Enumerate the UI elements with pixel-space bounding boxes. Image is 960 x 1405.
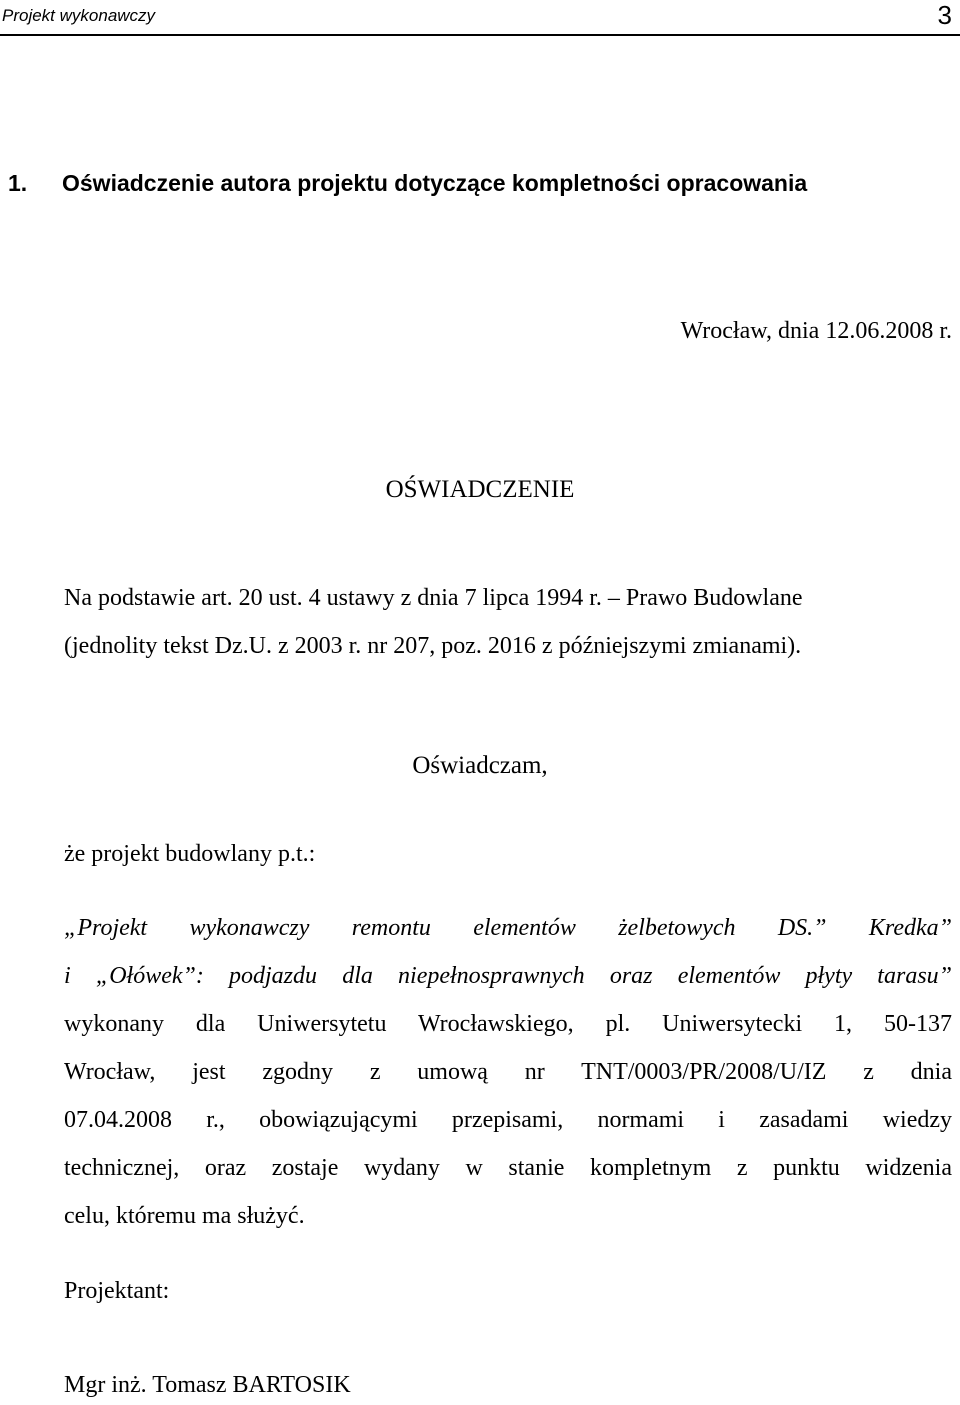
place-date: Wrocław, dnia 12.06.2008 r. <box>680 318 952 344</box>
declaration-intro: że projekt budowlany p.t.: <box>64 841 316 867</box>
body-line-6: technicznej, oraz zostaje wydany w stanie kompletnym z punktu widzenia <box>64 1155 952 1181</box>
section-title: Oświadczenie autora projektu dotyczące kompletności opracowania <box>62 170 808 196</box>
legal-basis <box>64 574 803 670</box>
header-title: Projekt wykonawczy <box>2 6 156 25</box>
section-number: 1. <box>8 170 28 196</box>
body-line-3: wykonany dla Uniwersytetu Wrocławskiego, pl. Uniwersytecki 1, 50-137 <box>64 1011 952 1037</box>
legal-basis-line-1: Na podstawie art. 20 ust. 4 ustawy z dnia 7 lipca 1994 r. – Prawo Budowlane <box>64 585 803 611</box>
designer-label: Projektant: <box>64 1278 170 1304</box>
body-line-2: i „Ołówek”: podjazdu dla niepełnosprawnych oraz elementów płyty tarasu” <box>64 963 952 989</box>
legal-basis-line-2: (jednolity tekst Dz.U. z 2003 r. nr 207, poz. 2016 z późniejszymi zmianami). <box>64 633 802 659</box>
designer-name: Mgr inż. Tomasz BARTOSIK <box>64 1372 351 1398</box>
page-number: 3 <box>937 0 952 30</box>
body-line-4: Wrocław, jest zgodny z umową nr TNT/0003/PR/2008/U/IZ z dnia <box>64 1059 952 1085</box>
declaration-body <box>64 904 952 1240</box>
section-heading <box>8 170 807 197</box>
body-line-7: celu, któremu ma służyć. <box>64 1203 305 1229</box>
document-title: OŚWIADCZENIE <box>385 476 575 503</box>
body-line-1: „Projekt wykonawczy remontu elementów żelbetowych DS.” Kredka” <box>64 915 952 941</box>
declaration-heading: Oświadczam, <box>412 752 548 779</box>
body-line-5: 07.04.2008 r., obowiązującymi przepisami, normami i zasadami wiedzy <box>64 1107 952 1133</box>
page-header <box>0 0 960 36</box>
